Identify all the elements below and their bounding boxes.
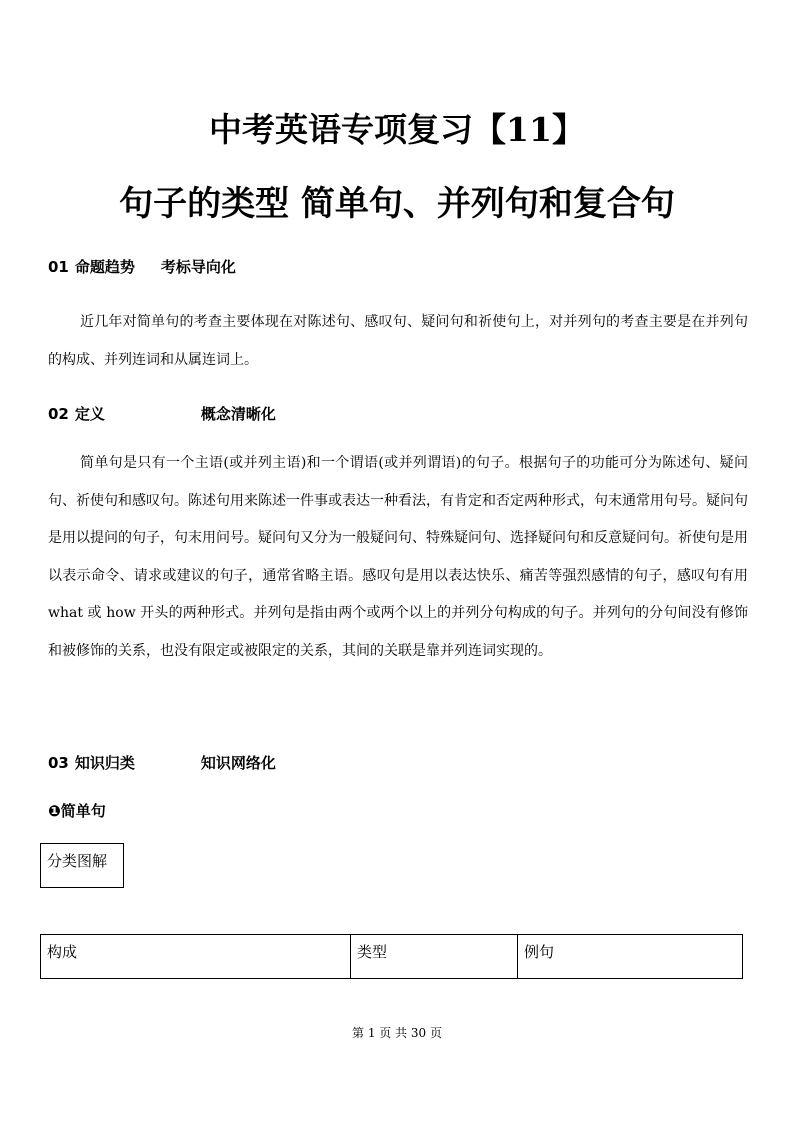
table-header-row [41, 935, 743, 979]
page-footer: 第 1 页 共 30 页 [352, 1026, 442, 1040]
table-header-cell: 例句 [518, 935, 743, 979]
table-header-cell: 类型 [351, 935, 518, 979]
section-heading-definition [48, 403, 276, 424]
structure-table [40, 934, 743, 979]
section-number: 02 [48, 405, 69, 423]
section-number: 03 [48, 754, 69, 772]
section-heading-trend [48, 256, 236, 277]
section-number: 01 [48, 258, 69, 276]
paragraph-trend: 近几年对简单句的考查主要体现在对陈述句、感叹句、疑问句和祈使句上，对并列句的考查主要是在并列句的构成、并列连词和从属连词上。 [48, 314, 748, 368]
document-title: 中考英语专项复习【11】 [209, 110, 585, 149]
section-label: 定义 [74, 405, 105, 423]
paragraph-definition: 简单句是只有一个主语(或并列主语)和一个谓语(或并列谓语)的句子。根据句子的功能可分为陈述句、疑问句、祈使句和感叹句。陈述句用来陈述一件事或表达一种看法，有肯定和否定两种形式，句末通常用句号。疑问句是用以提问的句子，句末用问号。疑问句又分为一般疑问句、特殊疑问句、选择疑问句和反意疑问句。祈使句是用以表示命令、请求或建议的句子，通常省略主语。感叹句是用以表达快乐、痛苦等强烈感情的句子，感叹句有用 what 或 how 开头的两种形式。并列句是指由两个或两个以上的并列分句构成的句子。并列句的分句间没有修饰和被修饰的关系，也没有限定或被限定的关系，其间的关联是靠并列连词实现的。 [48, 455, 748, 659]
section-subtitle: 概念清晰化 [200, 405, 276, 423]
section-heading-knowledge [48, 752, 276, 773]
subheading-simple-sentence: ❶简单句 [48, 802, 106, 820]
document-subtitle: 句子的类型 简单句、并列句和复合句 [119, 184, 675, 224]
section-label: 命题趋势 [74, 258, 135, 276]
classification-diagram-box: 分类图解 [40, 843, 124, 888]
section-label: 知识归类 [74, 754, 135, 772]
section-subtitle: 知识网络化 [200, 754, 276, 772]
table-header-cell: 构成 [41, 935, 351, 979]
section-subtitle: 考标导向化 [160, 258, 236, 276]
